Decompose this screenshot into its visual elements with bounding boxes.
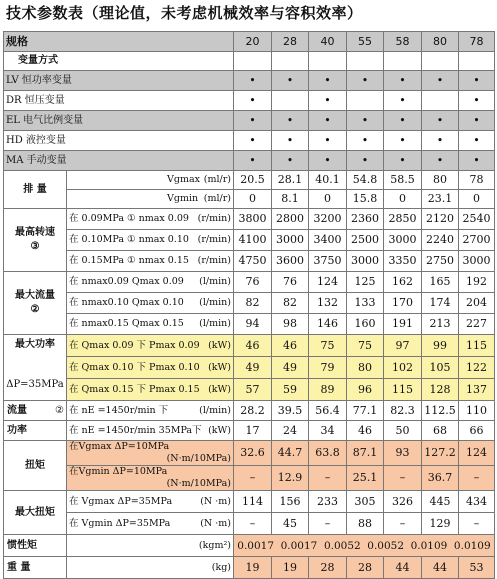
value-cell: 0 — [234, 190, 272, 209]
max_speed-row — [4, 251, 495, 272]
value-cell: 445 — [422, 491, 459, 513]
variable-mode-label: EL 电气比例变量 — [4, 111, 234, 131]
condition-cell — [67, 441, 234, 466]
max_flow-row — [4, 272, 495, 293]
condition-label: 在 0.10MPa ① nmax 0.10 — [69, 234, 189, 245]
value-cell: 46 — [272, 335, 309, 357]
value-cell: 326 — [384, 491, 422, 513]
value-cell: 15.8 — [347, 190, 384, 209]
value-cell: 3600 — [272, 251, 309, 272]
value-cell: 36.7 — [422, 466, 459, 491]
inertia-value: 0.0052 — [367, 539, 405, 552]
value-cell: 4750 — [234, 251, 272, 272]
value-cell: 2850 — [384, 209, 422, 230]
value-cell: 12.9 — [272, 466, 309, 491]
note-marker: ② — [30, 304, 40, 315]
value-cell: • — [459, 111, 495, 131]
unit-label: (kg) — [211, 561, 231, 573]
value-cell: 25.1 — [347, 466, 384, 491]
weight-label: 重 量 — [4, 557, 67, 579]
value-cell: • — [234, 131, 272, 151]
condition-label: 在 0.15MPa ① nmax 0.15 — [69, 255, 189, 266]
inertia-value: 0.0017 — [280, 539, 318, 552]
condition-label: 在 Qmax 0.09 下 Pmax 0.09 — [69, 339, 200, 351]
unit-label: (N ·m) — [200, 495, 231, 507]
value-cell: 50 — [384, 421, 422, 441]
value-cell: • — [234, 91, 272, 111]
value-cell: 114 — [234, 491, 272, 513]
value-cell: 122 — [459, 357, 495, 379]
value-cell — [384, 52, 422, 71]
value-cell: 434 — [459, 491, 495, 513]
value-cell: 55 — [347, 32, 384, 52]
unit-label: (N·m/10MPa) — [166, 478, 231, 489]
value-cell: • — [347, 131, 384, 151]
value-cell: 56.4 — [309, 401, 347, 421]
unit-label: (kW) — [208, 339, 231, 351]
unit-label: (r/min) — [197, 255, 231, 266]
value-cell: 23.1 — [422, 190, 459, 209]
max-speed-label — [4, 209, 67, 272]
value-cell: 133 — [347, 293, 384, 314]
condition-label: 在 Qmax 0.15 下 Pmax 0.15 — [69, 383, 200, 395]
note-marker: ② — [55, 404, 64, 416]
value-cell: 233 — [309, 491, 347, 513]
condition-cell — [67, 401, 234, 421]
value-cell: 305 — [347, 491, 384, 513]
flow-row — [4, 401, 495, 421]
max_speed-row — [4, 209, 495, 230]
value-cell: 40.1 — [309, 171, 347, 190]
value-cell: • — [347, 151, 384, 171]
value-cell: 82 — [234, 293, 272, 314]
condition-cell — [67, 335, 234, 357]
value-cell: 78 — [459, 32, 495, 52]
value-cell: 127.2 — [422, 441, 459, 466]
value-cell: 28 — [347, 557, 384, 579]
value-cell: 3800 — [234, 209, 272, 230]
inertia-value: 0.0017 — [237, 539, 275, 552]
displacement-row — [4, 171, 495, 190]
condition-cell — [67, 293, 234, 314]
max_flow-row — [4, 314, 495, 335]
max-torque-label: 最大扭矩 — [4, 491, 67, 535]
value-cell: 0 — [459, 190, 495, 209]
value-cell: 105 — [422, 357, 459, 379]
value-cell: 34 — [309, 421, 347, 441]
value-cell: 78 — [459, 171, 495, 190]
condition-cell — [67, 314, 234, 335]
condition-cell — [67, 357, 234, 379]
value-cell: 129 — [422, 513, 459, 535]
value-cell: 3350 — [384, 251, 422, 272]
condition-label: 在 nmax0.15 Qmax 0.15 — [69, 318, 184, 329]
value-cell: – — [384, 513, 422, 535]
condition-cell — [67, 379, 234, 401]
note-marker: ③ — [30, 241, 40, 252]
condition-label: 在 Qmax 0.10 下 Pmax 0.10 — [69, 361, 200, 373]
value-cell: 40 — [309, 32, 347, 52]
value-cell: 76 — [234, 272, 272, 293]
value-cell: 112.5 — [422, 401, 459, 421]
value-cell: • — [459, 91, 495, 111]
value-cell: 132 — [309, 293, 347, 314]
condition-label: 在Vgmin ΔP=10MPa — [69, 466, 168, 477]
value-cell — [234, 52, 272, 71]
value-cell: – — [309, 513, 347, 535]
value-cell: 44 — [422, 557, 459, 579]
unit-label: (N ·m) — [200, 517, 231, 529]
value-cell: 80 — [347, 357, 384, 379]
value-cell: • — [422, 151, 459, 171]
condition-cell — [67, 230, 234, 251]
condition-cell — [67, 513, 234, 535]
inertia-value: 0.0109 — [453, 539, 491, 552]
value-cell: 4100 — [234, 230, 272, 251]
value-cell — [422, 52, 459, 71]
value-cell: 44 — [384, 557, 422, 579]
unit-label: (l/min) — [199, 297, 231, 308]
condition-label: Vgmin — [167, 193, 199, 204]
value-cell: 227 — [459, 314, 495, 335]
condition-cell — [67, 190, 234, 209]
value-cell: • — [234, 71, 272, 91]
unit-label: (kW) — [208, 383, 231, 395]
value-cell: 146 — [309, 314, 347, 335]
value-cell: • — [422, 111, 459, 131]
power-row — [4, 421, 495, 441]
unit-label: (kW) — [208, 361, 231, 373]
value-cell: 28.2 — [234, 401, 272, 421]
torque-label: 扭矩 — [4, 441, 67, 491]
max-flow-label-text: 最大流量 — [15, 290, 55, 301]
condition-cell — [67, 421, 234, 441]
variable-mode-label: LV 恒功率变量 — [4, 71, 234, 91]
value-cell: • — [309, 71, 347, 91]
value-cell: – — [384, 466, 422, 491]
variable-mode-row — [4, 71, 495, 91]
value-cell: 17 — [234, 421, 272, 441]
value-cell: 2700 — [459, 230, 495, 251]
value-cell: 2120 — [422, 209, 459, 230]
value-cell: • — [422, 131, 459, 151]
condition-label: Vgmax — [167, 174, 200, 185]
condition-cell — [67, 491, 234, 513]
value-cell: • — [422, 71, 459, 91]
value-cell: 82.3 — [384, 401, 422, 421]
condition-label: 在 Vgmin ΔP=35MPa — [69, 517, 171, 529]
value-cell: 58.5 — [384, 171, 422, 190]
value-cell: 87.1 — [347, 441, 384, 466]
max-speed-label-text: 最高转速 — [15, 227, 55, 238]
value-cell: • — [459, 151, 495, 171]
value-cell: 76 — [272, 272, 309, 293]
value-cell: 8.1 — [272, 190, 309, 209]
unit-label: (l/min) — [199, 276, 231, 287]
value-cell: • — [459, 131, 495, 151]
value-cell: 80 — [422, 32, 459, 52]
value-cell: 162 — [384, 272, 422, 293]
max_power-row — [4, 335, 495, 357]
condition-label: 在 nE =1450r/min 下 — [69, 404, 169, 416]
max-power-label-text: 最大功率 — [15, 339, 55, 350]
value-cell: 66 — [459, 421, 495, 441]
value-cell: 97 — [384, 335, 422, 357]
value-cell: • — [384, 151, 422, 171]
value-cell: 2800 — [272, 209, 309, 230]
value-cell: 19 — [272, 557, 309, 579]
power-label: 功率 — [4, 421, 67, 441]
condition-cell — [67, 209, 234, 230]
value-cell: 3200 — [309, 209, 347, 230]
value-cell: – — [459, 466, 495, 491]
max-torque-row — [4, 491, 495, 513]
value-cell: 128 — [422, 379, 459, 401]
value-cell: 213 — [422, 314, 459, 335]
max_power-row — [4, 357, 495, 379]
value-cell: • — [384, 111, 422, 131]
flow-label-text: 流量 — [7, 404, 27, 416]
value-cell: • — [272, 111, 309, 131]
max-torque-row — [4, 513, 495, 535]
value-cell: 75 — [347, 335, 384, 357]
value-cell: • — [309, 151, 347, 171]
value-cell: 96 — [347, 379, 384, 401]
value-cell: 204 — [459, 293, 495, 314]
value-cell: 49 — [272, 357, 309, 379]
variable-mode-row — [4, 111, 495, 131]
value-cell: 28.1 — [272, 171, 309, 190]
value-cell: • — [272, 131, 309, 151]
unit-label: (N·m/10MPa) — [166, 453, 231, 464]
value-cell: • — [309, 91, 347, 111]
value-cell: – — [234, 513, 272, 535]
value-cell: – — [234, 466, 272, 491]
condition-label: 在 nmax0.09 Qmax 0.09 — [69, 276, 184, 287]
value-cell: 2540 — [459, 209, 495, 230]
section-row — [4, 52, 495, 71]
value-cell: 82 — [272, 293, 309, 314]
value-cell: 137 — [459, 379, 495, 401]
value-cell — [459, 52, 495, 71]
value-cell: 125 — [347, 272, 384, 293]
value-cell: 93 — [384, 441, 422, 466]
condition-cell — [67, 251, 234, 272]
value-cell — [309, 52, 347, 71]
value-cell: • — [347, 111, 384, 131]
torque-row — [4, 466, 495, 491]
spec-table — [3, 31, 495, 579]
value-cell: 79 — [309, 357, 347, 379]
value-cell: 98 — [272, 314, 309, 335]
value-cell: • — [384, 131, 422, 151]
displacement-label: 排 量 — [4, 171, 67, 209]
value-cell: • — [234, 151, 272, 171]
value-cell: 24 — [272, 421, 309, 441]
max-flow-label — [4, 272, 67, 335]
value-cell: • — [272, 71, 309, 91]
value-cell: 115 — [384, 379, 422, 401]
value-cell: 191 — [384, 314, 422, 335]
value-cell: 53 — [459, 557, 495, 579]
unit-label: (l/min) — [199, 318, 231, 329]
value-cell: • — [272, 151, 309, 171]
spec-header-label: 规格 — [4, 32, 234, 52]
variable-mode-row — [4, 131, 495, 151]
value-cell: 165 — [422, 272, 459, 293]
condition-cell — [67, 466, 234, 491]
value-cell: 63.8 — [309, 441, 347, 466]
value-cell: 20.5 — [234, 171, 272, 190]
value-cell: 28 — [309, 557, 347, 579]
max_flow-row — [4, 293, 495, 314]
condition-cell — [67, 272, 234, 293]
value-cell: 89 — [309, 379, 347, 401]
value-cell: 2750 — [422, 251, 459, 272]
value-cell — [272, 52, 309, 71]
inertia-label: 惯性矩 — [4, 535, 67, 557]
value-cell: 2360 — [347, 209, 384, 230]
page-title: 技术参数表（理论值，未考虑机械效率与容积效率） — [6, 4, 363, 22]
section-label: 变量方式 — [4, 52, 234, 71]
pressure-note: ΔP=35MPa — [6, 379, 64, 390]
value-cell: 59 — [272, 379, 309, 401]
value-cell: 102 — [384, 357, 422, 379]
value-cell: 3000 — [272, 230, 309, 251]
unit-label: (kW) — [208, 424, 231, 436]
condition-label: 在 Vgmax ΔP=35MPa — [69, 495, 173, 507]
variable-mode-row — [4, 151, 495, 171]
unit-label: (l/min) — [199, 404, 231, 416]
inertia-values-cell — [234, 535, 495, 557]
value-cell: 94 — [234, 314, 272, 335]
value-cell: • — [347, 71, 384, 91]
value-cell: 45 — [272, 513, 309, 535]
value-cell: 3750 — [309, 251, 347, 272]
weight-row — [4, 557, 495, 579]
variable-mode-label: HD 液控变量 — [4, 131, 234, 151]
value-cell: 170 — [384, 293, 422, 314]
value-cell: 3000 — [384, 230, 422, 251]
value-cell: 0 — [309, 190, 347, 209]
value-cell: 2240 — [422, 230, 459, 251]
value-cell: • — [384, 91, 422, 111]
inertia-value: 0.0052 — [323, 539, 361, 552]
value-cell: 124 — [459, 441, 495, 466]
inertia-row — [4, 535, 495, 557]
value-cell: 88 — [347, 513, 384, 535]
value-cell: 58 — [384, 32, 422, 52]
unit-cell — [67, 557, 234, 579]
condition-label: 在 nmax0.10 Qmax 0.10 — [69, 297, 184, 308]
unit-label: (r/min) — [197, 213, 231, 224]
value-cell: 20 — [234, 32, 272, 52]
value-cell: • — [384, 71, 422, 91]
max_power-row — [4, 379, 495, 401]
value-cell: 99 — [422, 335, 459, 357]
value-cell: 0 — [384, 190, 422, 209]
value-cell — [272, 91, 309, 111]
value-cell: – — [459, 513, 495, 535]
inertia-value: 0.0109 — [410, 539, 448, 552]
value-cell: 44.7 — [272, 441, 309, 466]
value-cell: 46 — [234, 335, 272, 357]
value-cell — [347, 52, 384, 71]
unit-label: (kgm²) — [198, 539, 231, 551]
value-cell — [347, 91, 384, 111]
condition-label: 在 nE =1450r/min 35MPa下 — [69, 424, 202, 436]
value-cell: 115 — [459, 335, 495, 357]
value-cell: 54.8 — [347, 171, 384, 190]
variable-mode-label: MA 手动变量 — [4, 151, 234, 171]
value-cell: 3000 — [459, 251, 495, 272]
condition-cell — [67, 171, 234, 190]
value-cell: 3400 — [309, 230, 347, 251]
value-cell — [422, 91, 459, 111]
displacement-row — [4, 190, 495, 209]
value-cell: • — [234, 111, 272, 131]
value-cell: – — [309, 466, 347, 491]
value-cell: 49 — [234, 357, 272, 379]
max-power-label — [4, 335, 67, 401]
condition-label: 在Vgmax ΔP=10MPa — [69, 441, 170, 452]
value-cell: 77.1 — [347, 401, 384, 421]
value-cell: 174 — [422, 293, 459, 314]
value-cell: 2500 — [347, 230, 384, 251]
variable-mode-row — [4, 91, 495, 111]
value-cell: 80 — [422, 171, 459, 190]
variable-mode-label: DR 恒压变量 — [4, 91, 234, 111]
unit-label: (ml/r) — [203, 193, 231, 204]
value-cell: • — [309, 111, 347, 131]
value-cell: 3000 — [347, 251, 384, 272]
flow-label — [4, 401, 67, 421]
value-cell: 75 — [309, 335, 347, 357]
value-cell: 57 — [234, 379, 272, 401]
unit-cell — [67, 535, 234, 557]
value-cell: 156 — [272, 491, 309, 513]
value-cell: 19 — [234, 557, 272, 579]
value-cell: 110 — [459, 401, 495, 421]
value-cell: 39.5 — [272, 401, 309, 421]
unit-label: (r/min) — [197, 234, 231, 245]
value-cell: 192 — [459, 272, 495, 293]
value-cell: 28 — [272, 32, 309, 52]
value-cell: 46 — [347, 421, 384, 441]
value-cell: • — [459, 71, 495, 91]
value-cell: 68 — [422, 421, 459, 441]
max_speed-row — [4, 230, 495, 251]
value-cell: 124 — [309, 272, 347, 293]
value-cell: 32.6 — [234, 441, 272, 466]
unit-label: (ml/r) — [203, 174, 231, 185]
value-cell: • — [309, 131, 347, 151]
value-cell: 160 — [347, 314, 384, 335]
torque-row — [4, 441, 495, 466]
header-row — [4, 32, 495, 52]
condition-label: 在 0.09MPa ① nmax 0.09 — [69, 213, 189, 224]
